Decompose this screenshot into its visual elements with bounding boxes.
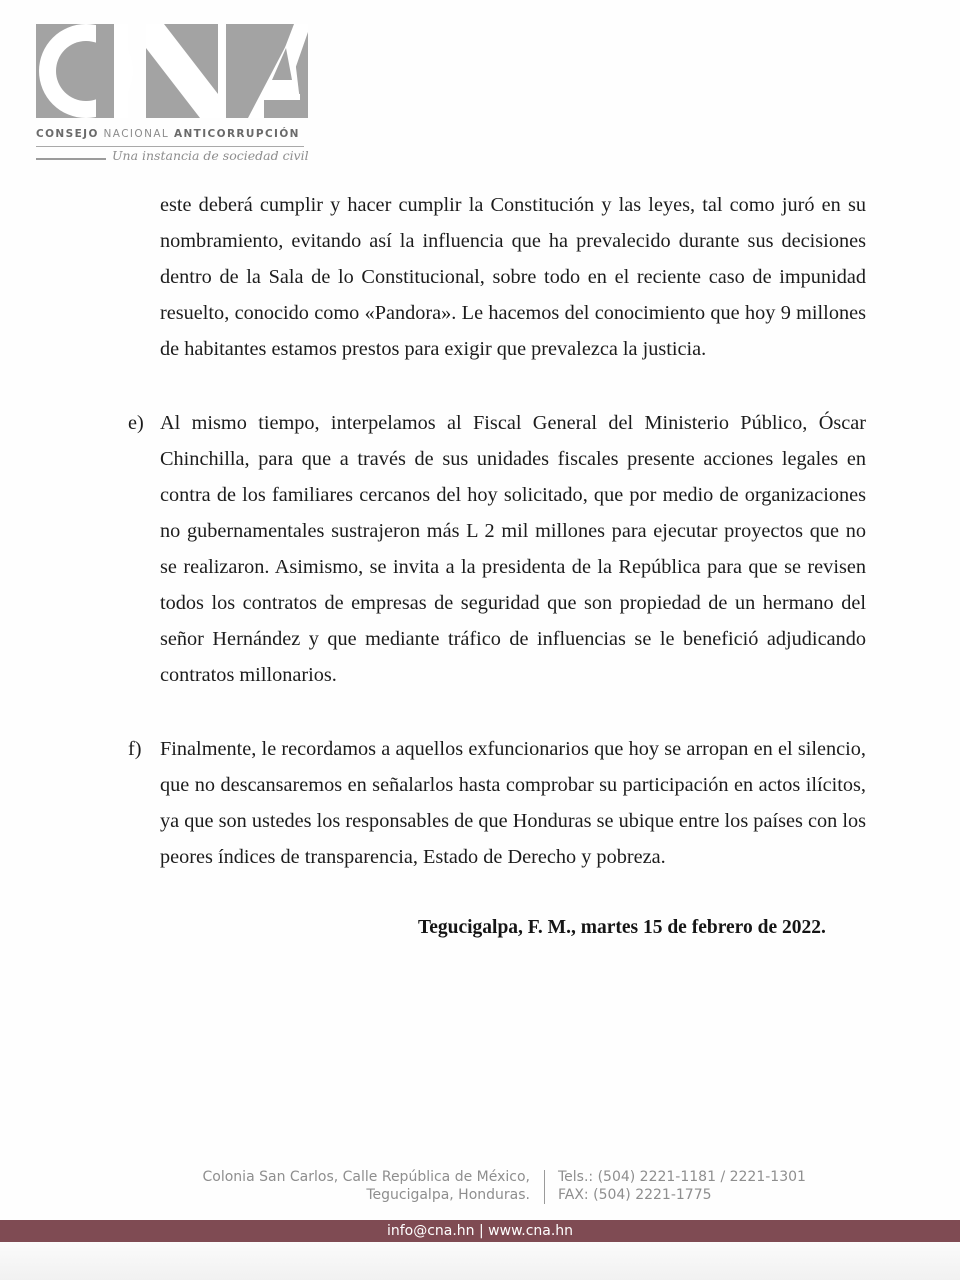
cna-logo <box>36 24 308 170</box>
list-item-f: Finalmente, le recordamos a aquellos exfuncionarios que hoy se arropan en el silencio, que no descansaremos en señalarlos hasta comprobar su participación en actos ilícitos, ya que son ustedes los responsables de que Honduras se ubique entre los países con los peores índices de transparencia, Estado de Derecho y pobreza. <box>160 738 866 868</box>
org-name <box>36 128 308 140</box>
footer-bar <box>0 1220 960 1242</box>
logo-divider <box>36 146 304 147</box>
org-name-nacional: NACIONAL <box>103 128 170 140</box>
fax-line: FAX: (504) 2221-1775 <box>558 1187 712 1203</box>
org-name-consejo: CONSEJO <box>36 128 99 140</box>
address-line-2: Tegucigalpa, Honduras. <box>366 1187 530 1203</box>
address-line-1: Colonia San Carlos, Calle República de México, <box>202 1169 530 1185</box>
cna-logo-mark <box>36 24 308 118</box>
list-marker-e: e) <box>128 412 144 434</box>
footer-address <box>150 1168 530 1204</box>
tagline-rule <box>36 158 106 160</box>
place-date-line: Tegucigalpa, F. M., martes 15 de febrero de 2022. <box>418 917 826 938</box>
footer-contact <box>558 1168 806 1204</box>
email-web-links: info@cna.hn | www.cna.hn <box>386 1223 574 1239</box>
phone-line: Tels.: (504) 2221-1181 / 2221-1301 <box>558 1169 806 1185</box>
org-name-anticorrupcion: ANTICORRUPCIÓN <box>173 128 300 140</box>
footer-divider <box>544 1170 545 1204</box>
list-marker-f: f) <box>128 738 142 760</box>
list-item-e: Al mismo tiempo, interpelamos al Fiscal General del Ministerio Público, Óscar Chinchilla, para que a través de sus unidades fiscales presente acciones legales en contra de los familiares cercanos del hoy solicitado, que por medio de organizaciones no gubernamentales sustrajeron más L 2 mil millones para ejecutar proyectos que no se realizaron. Asimismo, se invita a la presidenta de la República para que se revisen todos los contratos de empresas de seguridad que son propiedad de un hermano del señor Hernández y que mediante tráfico de influencias se le benefició adjudicando contratos millonarios. <box>160 412 866 686</box>
intro-paragraph: este deberá cumplir y hacer cumplir la Constitución y las leyes, tal como juró en su nombramiento, evitando así la influencia que ha prevalecido durante sus decisiones dentro de la Sala de lo Constitucional, sobre todo en el reciente caso de impunidad resuelto, conocido como «Pandora». Le hacemos del conocimiento que hoy 9 millones de habitantes estamos prestos para exigir que prevalezca la justicia. <box>160 194 866 360</box>
tagline: Una instancia de sociedad civil <box>112 148 309 163</box>
page-bottom-margin <box>0 1242 960 1280</box>
